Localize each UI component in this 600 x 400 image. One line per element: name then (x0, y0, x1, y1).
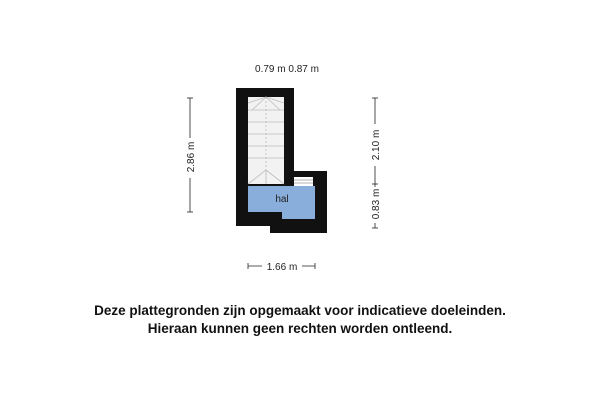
right-lower-dimension-label: 0.83 m (371, 188, 382, 220)
right-upper-dimension-label: 2.10 m (371, 129, 382, 161)
right-dimension (369, 98, 382, 228)
left-dimension-label: 2.86 m (186, 141, 197, 173)
top-dimension-label: 0.79 m 0.87 m (255, 64, 319, 75)
disclaimer-line-2: Hieraan kunnen geen rechten worden ontleend. (147, 321, 453, 336)
bottom-dimension (248, 260, 315, 273)
disclaimer (0, 302, 600, 338)
left-dimension (184, 98, 197, 212)
bottom-dimension-label: 1.66 m (266, 262, 298, 273)
disclaimer-line-1: Deze plattegronden zijn opgemaakt voor indicatieve doeleinden. (94, 303, 506, 318)
room-hal-label: hal (275, 194, 289, 205)
side-step (294, 177, 313, 186)
